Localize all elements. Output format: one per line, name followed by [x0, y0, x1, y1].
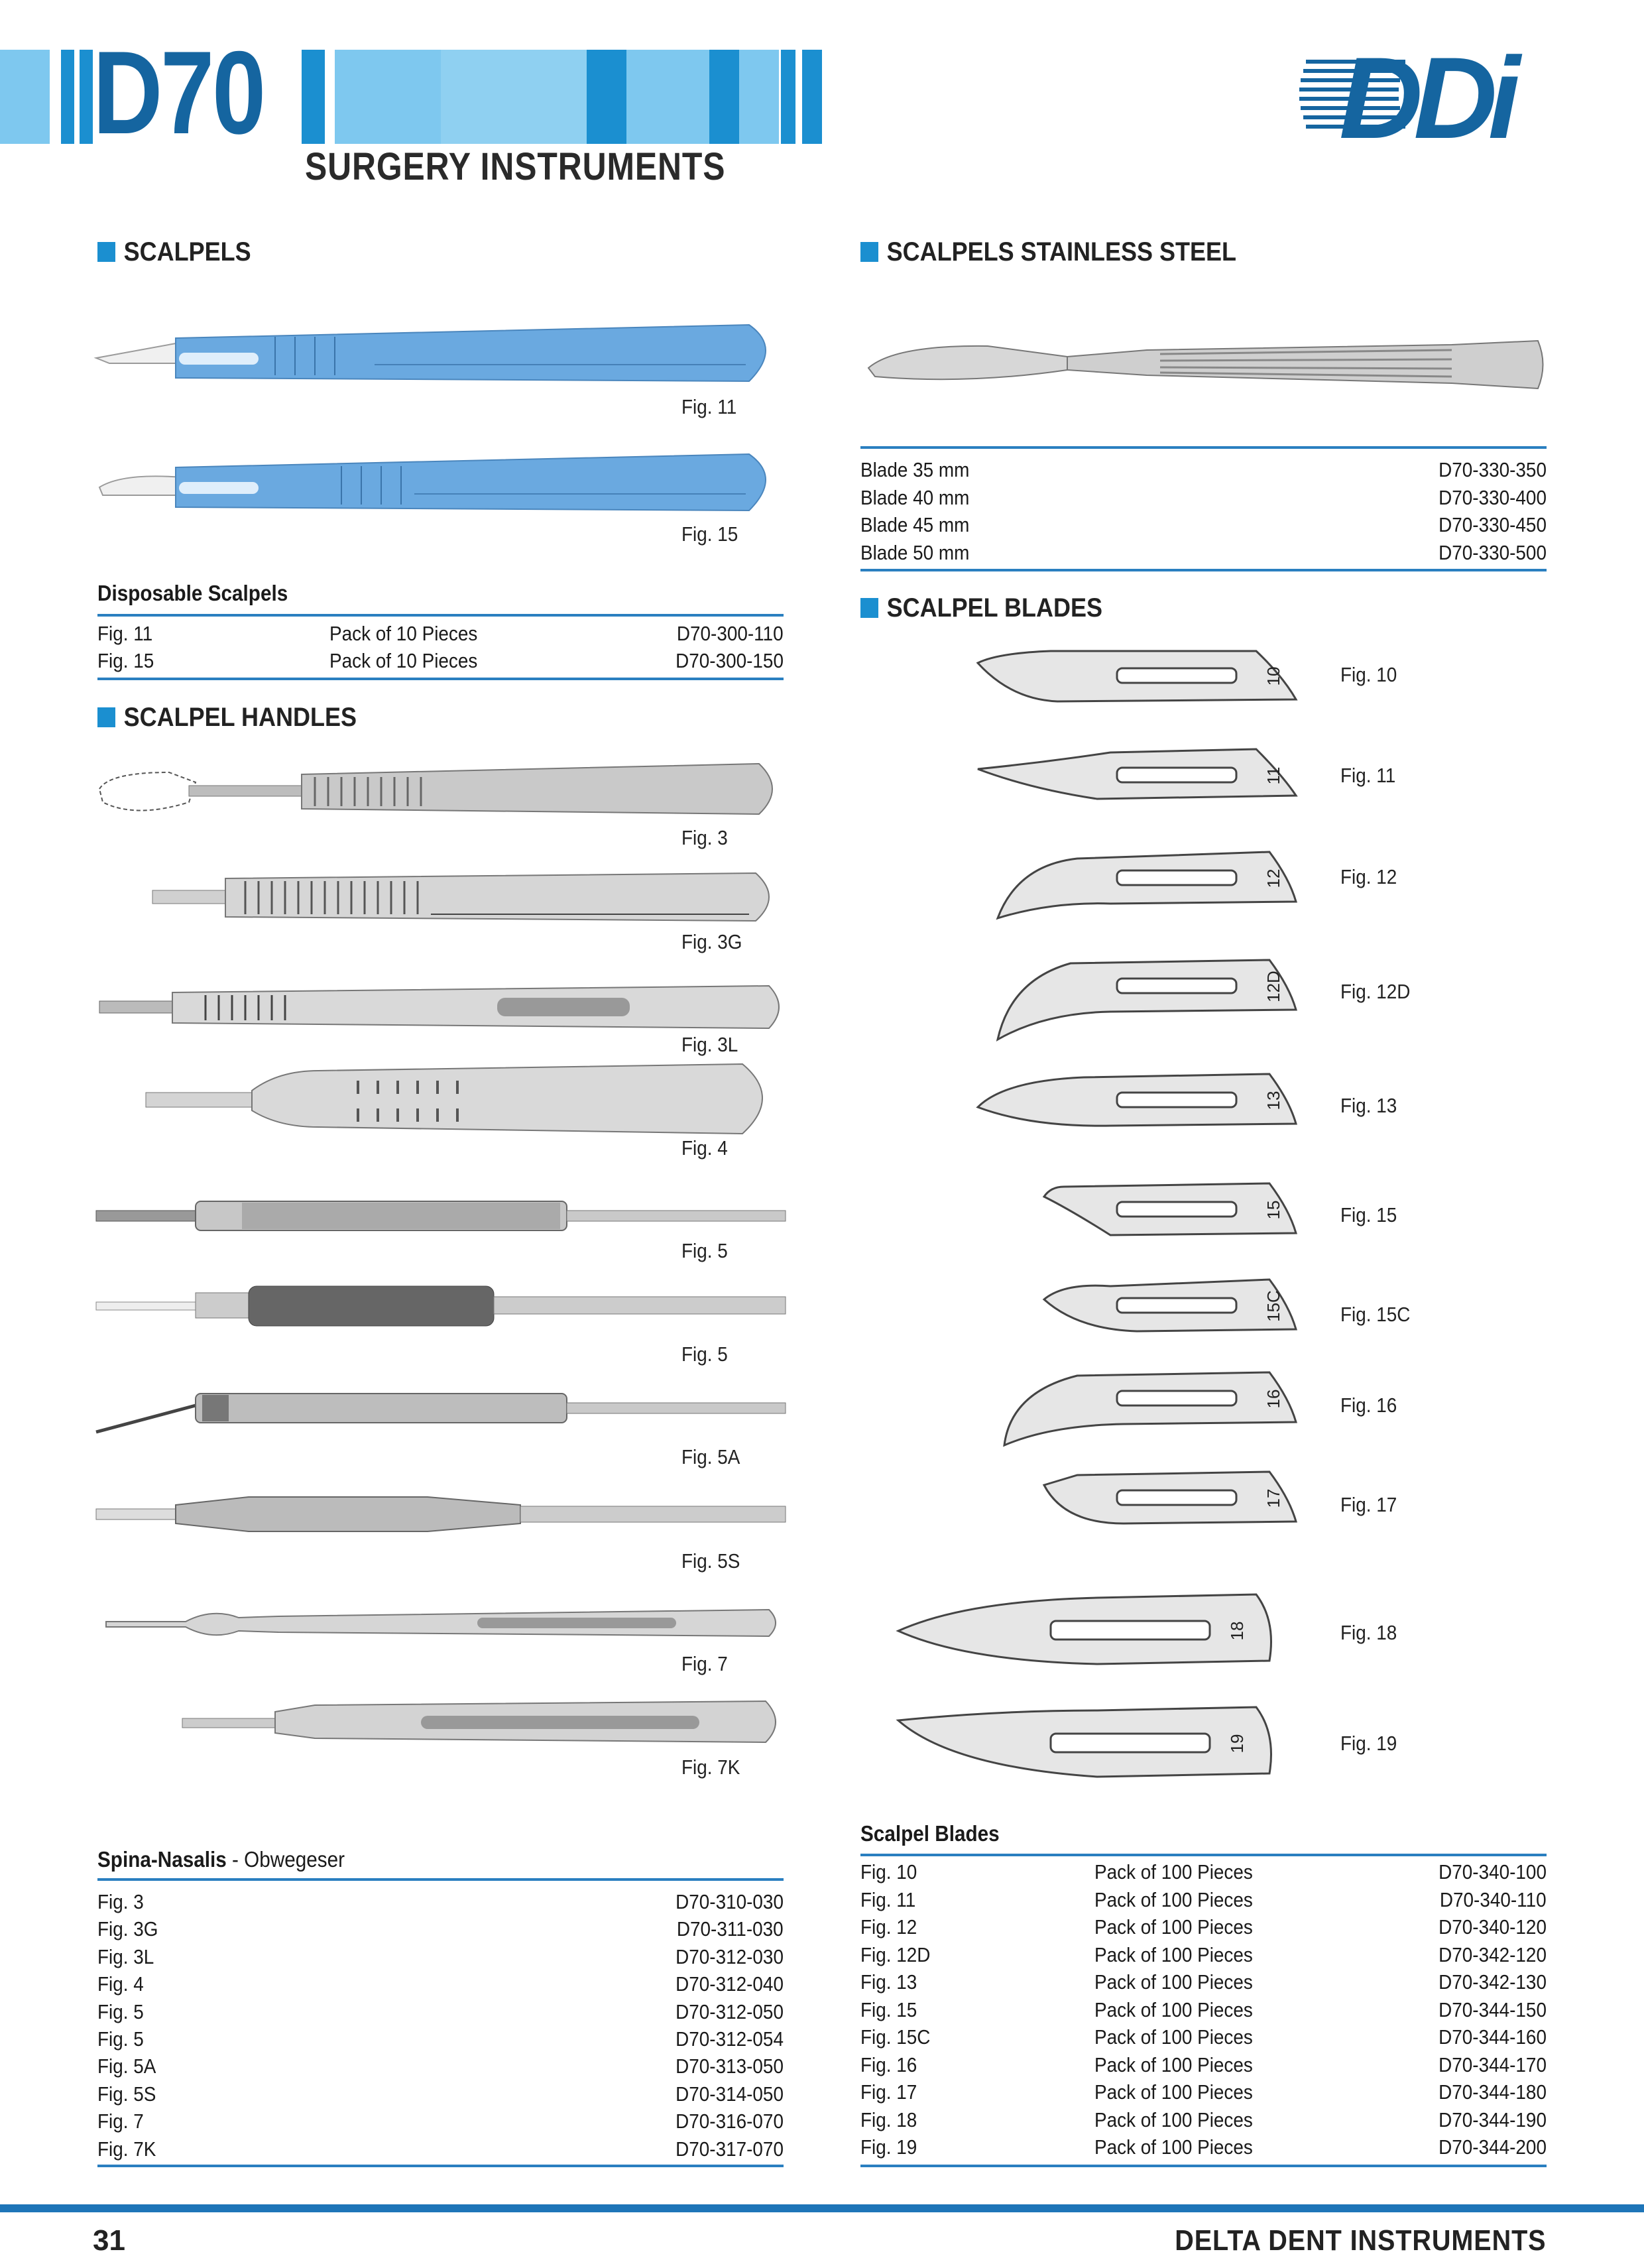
table-rule: [97, 2165, 784, 2167]
cell-code: D70-330-500: [1439, 540, 1547, 564]
cell-fig: Fig. 5A: [97, 2055, 156, 2078]
blade-number: 16: [1263, 1389, 1283, 1409]
disposable-scalpel-fig11-image: [96, 312, 789, 391]
table-rule: [97, 614, 784, 617]
fig-label: Fig. 7K: [681, 1756, 740, 1779]
page-number: 31: [93, 2224, 125, 2257]
cell-code: D70-342-120: [1439, 1942, 1547, 1966]
cell-code: D70-312-054: [675, 2027, 784, 2051]
table-rule: [97, 678, 784, 680]
cell-code: D70-330-350: [1439, 458, 1547, 481]
cell-code: D70-312-030: [675, 1944, 784, 1968]
brand-logo: [1299, 34, 1551, 163]
section-title-scalpel-blades: [860, 593, 1102, 623]
cell-fig: Fig. 18: [860, 2108, 917, 2131]
blade-image: [978, 650, 1309, 736]
handle-fig3-image: [96, 756, 789, 829]
header-band-stripe: [802, 50, 822, 144]
cell-code: D70-330-450: [1439, 513, 1547, 536]
cell-desc: Blade 45 mm: [860, 513, 970, 536]
handle-fig7-image: [106, 1598, 789, 1651]
cell-code: D70-340-120: [1439, 1915, 1547, 1939]
section-title-scalpel-handles: [97, 703, 357, 733]
cell-code: D70-300-150: [675, 649, 784, 672]
cell-code: D70-344-200: [1439, 2135, 1547, 2159]
table-row: [860, 1886, 1547, 1913]
blade-number: 12: [1263, 868, 1283, 888]
blade-shape: [1004, 1372, 1296, 1445]
blade-slot: [1117, 768, 1236, 782]
header-band-stripe: [739, 50, 779, 144]
table-rule: [860, 446, 1547, 449]
blade-shape: [998, 960, 1296, 1040]
cell-fig: Fig. 15: [97, 649, 154, 672]
blade-image: [978, 1183, 1309, 1270]
cell-fig: Fig. 7K: [97, 2137, 156, 2161]
cell-code: D70-344-160: [1439, 2025, 1547, 2049]
header-band-stripe: [0, 50, 50, 144]
bullet-square-icon: [860, 598, 878, 618]
table-title-text: Spina-Nasalis: [97, 1847, 227, 1872]
blade-slot: [1051, 1621, 1210, 1640]
cell-fig: Fig. 10: [860, 1860, 917, 1883]
fig-label: Fig. 18: [1340, 1621, 1397, 1644]
cell-fig: Fig. 5: [97, 2027, 144, 2051]
handle-fig3l-image: [99, 978, 789, 1038]
blade-image: [898, 1594, 1296, 1681]
blade-slot: [1117, 1202, 1236, 1217]
blade-slot: [1117, 1490, 1236, 1505]
section-title-text: SCALPELS: [123, 237, 251, 267]
cell-code: D70-330-400: [1439, 485, 1547, 509]
handle-fig5s-image: [96, 1492, 789, 1538]
blade-slot: [1117, 1093, 1236, 1107]
cell-desc: Blade 50 mm: [860, 540, 970, 564]
handle-fig5a-image: [96, 1386, 789, 1439]
cell-desc: Pack of 100 Pieces: [1094, 1942, 1253, 1966]
handle-fig5-image: [96, 1193, 789, 1240]
cell-fig: Fig. 15C: [860, 2025, 931, 2049]
footer-bar: [0, 2204, 1644, 2212]
blade-image: [978, 749, 1309, 835]
table-rule: [860, 569, 1547, 571]
fig-label: Fig. 3G: [681, 930, 742, 953]
fig-label: Fig. 3: [681, 826, 728, 849]
bullet-square-icon: [97, 707, 115, 727]
table-rule: [97, 1878, 784, 1881]
table-row: [97, 1970, 784, 1998]
blade-image: [978, 1280, 1309, 1366]
cell-fig: Fig. 12D: [860, 1942, 931, 1966]
cell-code: D70-313-050: [675, 2055, 784, 2078]
brand-logo-text: DDi: [1339, 34, 1511, 163]
blade-number: 11: [1263, 766, 1283, 785]
blade-slot: [1117, 870, 1236, 885]
cell-code: D70-342-130: [1439, 1970, 1547, 1994]
table-row: [97, 2053, 784, 2080]
cell-desc: Pack of 100 Pieces: [1094, 1970, 1253, 1994]
fig-label: Fig. 13: [1340, 1094, 1397, 1117]
cell-code: D70-312-050: [675, 1999, 784, 2023]
blade-number: 10: [1263, 666, 1283, 686]
blade-number: 12D: [1263, 971, 1283, 1002]
fig-label: Fig. 3L: [681, 1033, 738, 1056]
cell-fig: Fig. 13: [860, 1970, 917, 1994]
footer-brand: DELTA DENT INSTRUMENTS: [1174, 2224, 1546, 2257]
cell-fig: Fig. 15: [860, 1998, 917, 2021]
table-row: [97, 1998, 784, 2025]
fig-label: Fig. 12D: [1340, 980, 1411, 1003]
cell-code: D70-310-030: [675, 1890, 784, 1913]
table-row: [860, 2023, 1547, 2051]
table-row: [97, 647, 784, 674]
table-row: [97, 1888, 784, 1915]
cell-desc: Pack of 100 Pieces: [1094, 2080, 1253, 2104]
table-row: [860, 1913, 1547, 1940]
blade-slot: [1117, 668, 1236, 683]
cell-code: D70-311-030: [677, 1917, 784, 1941]
handle-fig3g-image: [152, 865, 789, 931]
cell-code: D70-340-100: [1439, 1860, 1547, 1883]
blade-image: [978, 960, 1309, 1046]
header-band-stripe: [335, 50, 441, 144]
fig-label: Fig. 5S: [681, 1549, 740, 1573]
blade-number: 15C: [1263, 1290, 1283, 1322]
section-title-text: SCALPEL BLADES: [886, 593, 1102, 623]
table-title-suffix: - Obwegeser: [226, 1847, 345, 1872]
fig-label: Fig. 15: [681, 522, 738, 546]
cell-desc: Pack of 100 Pieces: [1094, 2135, 1253, 2159]
blade-number: 13: [1263, 1091, 1283, 1110]
blade-number: 18: [1227, 1621, 1247, 1641]
table-row: [97, 2108, 784, 2135]
fig-label: Fig. 11: [1340, 764, 1396, 787]
header-band-stripe: [781, 50, 795, 144]
table-row: [97, 620, 784, 647]
bullet-square-icon: [97, 242, 115, 262]
blade-image: [978, 1372, 1309, 1459]
table-row: [97, 2025, 784, 2053]
blade-image: [978, 852, 1309, 938]
cell-code: D70-344-170: [1439, 2053, 1547, 2076]
disposable-scalpel-fig15-image: [96, 441, 789, 520]
table-title-scalpel-blades: Scalpel Blades: [860, 1821, 1000, 1846]
handle-fig5b-image: [96, 1280, 789, 1333]
blade-slot: [1117, 1298, 1236, 1313]
table-row: [97, 1943, 784, 1970]
header-band-stripe: [709, 50, 739, 144]
table-row: [860, 2078, 1547, 2106]
cell-fig: Fig. 5S: [97, 2082, 156, 2106]
cell-code: D70-312-040: [675, 1972, 784, 1996]
cell-fig: Fig. 11: [860, 1887, 916, 1911]
header-band-stripe: [80, 50, 93, 144]
fig-label: Fig. 4: [681, 1136, 728, 1160]
cell-fig: Fig. 7: [97, 2110, 144, 2133]
brand-logo-graphic: [1299, 34, 1551, 163]
fig-label: Fig. 19: [1340, 1732, 1397, 1755]
table-row: [860, 2051, 1547, 2078]
fig-label: Fig. 15: [1340, 1203, 1397, 1226]
blade-slot: [1051, 1734, 1210, 1752]
fig-label: Fig. 5: [681, 1239, 728, 1262]
handle-fig7k-image: [182, 1697, 789, 1750]
cell-code: D70-340-110: [1440, 1887, 1547, 1911]
cell-desc: Pack of 100 Pieces: [1094, 1860, 1253, 1883]
section-title-text: SCALPELS STAINLESS STEEL: [886, 237, 1236, 267]
header-band-stripe: [61, 50, 74, 144]
cell-fig: Fig. 19: [860, 2135, 917, 2159]
fig-label: Fig. 5A: [681, 1445, 740, 1468]
handle-fig4-image: [146, 1061, 789, 1140]
blade-number: 15: [1263, 1200, 1283, 1220]
cell-desc: Pack of 10 Pieces: [329, 649, 478, 672]
table-row: [860, 1996, 1547, 2023]
cell-code: D70-344-190: [1439, 2108, 1547, 2131]
cell-fig: Fig. 17: [860, 2080, 917, 2104]
cell-fig: Fig. 16: [860, 2053, 917, 2076]
table-row: [860, 2106, 1547, 2133]
table-row: [97, 2080, 784, 2108]
table-row: [97, 2135, 784, 2163]
cell-code: D70-344-180: [1439, 2080, 1547, 2104]
cell-fig: Fig. 5: [97, 1999, 144, 2023]
table-row: [860, 539, 1547, 566]
cell-desc: Blade 35 mm: [860, 458, 970, 481]
fig-label: Fig. 7: [681, 1652, 728, 1675]
table-row: [860, 484, 1547, 511]
cell-fig: Fig. 3L: [97, 1944, 154, 1968]
table-row: [860, 511, 1547, 538]
blade-image: [898, 1707, 1296, 1793]
cell-fig: Fig. 12: [860, 1915, 917, 1939]
table-row: [860, 1858, 1547, 1885]
fig-label: Fig. 10: [1340, 663, 1397, 686]
cell-desc: Pack of 100 Pieces: [1094, 1887, 1253, 1911]
header-band-stripe: [441, 50, 587, 144]
table-row: [860, 1941, 1547, 1968]
cell-desc: Pack of 100 Pieces: [1094, 2108, 1253, 2131]
fig-label: Fig. 16: [1340, 1394, 1397, 1417]
cell-desc: Pack of 10 Pieces: [329, 622, 478, 645]
catalog-subtitle: SURGERY INSTRUMENTS: [305, 145, 726, 188]
cell-desc: Blade 40 mm: [860, 485, 970, 509]
table-row: [97, 1915, 784, 1942]
cell-fig: Fig. 3G: [97, 1917, 158, 1941]
bullet-square-icon: [860, 242, 878, 262]
blade-slot: [1117, 979, 1236, 993]
blade-number: 19: [1227, 1734, 1247, 1754]
table-title-disposable-scalpels: Disposable Scalpels: [97, 581, 288, 605]
cell-code: D70-317-070: [675, 2137, 784, 2161]
catalog-code: D70: [93, 27, 264, 158]
header-band-stripe: [626, 50, 709, 144]
fig-label: Fig. 5: [681, 1343, 728, 1366]
cell-code: D70-314-050: [675, 2082, 784, 2106]
fig-label: Fig. 15C: [1340, 1303, 1411, 1326]
section-title-text: SCALPEL HANDLES: [123, 703, 357, 732]
header-band-stripe: [302, 50, 325, 144]
fig-label: Fig. 11: [681, 395, 737, 418]
blade-slot: [1117, 1391, 1236, 1405]
cell-desc: Pack of 100 Pieces: [1094, 2025, 1253, 2049]
table-rule: [860, 1854, 1547, 1856]
blade-image: [978, 1472, 1309, 1558]
blade-number: 17: [1263, 1488, 1283, 1508]
cell-desc: Pack of 100 Pieces: [1094, 1998, 1253, 2021]
cell-code: D70-300-110: [677, 622, 784, 645]
cell-desc: Pack of 100 Pieces: [1094, 1915, 1253, 1939]
cell-fig: Fig. 11: [97, 622, 153, 645]
section-title-scalpels: [97, 237, 251, 267]
cell-code: D70-344-150: [1439, 1998, 1547, 2021]
fig-label: Fig. 17: [1340, 1493, 1397, 1516]
table-row: [860, 1968, 1547, 1996]
table-rule: [860, 2165, 1547, 2167]
header-band-stripe: [587, 50, 626, 144]
cell-fig: Fig. 4: [97, 1972, 144, 1996]
stainless-scalpel-image: [868, 331, 1545, 398]
cell-code: D70-316-070: [675, 2110, 784, 2133]
table-row: [860, 456, 1547, 483]
fig-label: Fig. 12: [1340, 865, 1397, 888]
cell-fig: Fig. 3: [97, 1890, 144, 1913]
table-title-spina-nasalis: [97, 1847, 345, 1872]
cell-desc: Pack of 100 Pieces: [1094, 2053, 1253, 2076]
table-row: [860, 2133, 1547, 2161]
blade-image: [978, 1074, 1309, 1160]
section-title-scalpels-stainless: [860, 237, 1236, 267]
